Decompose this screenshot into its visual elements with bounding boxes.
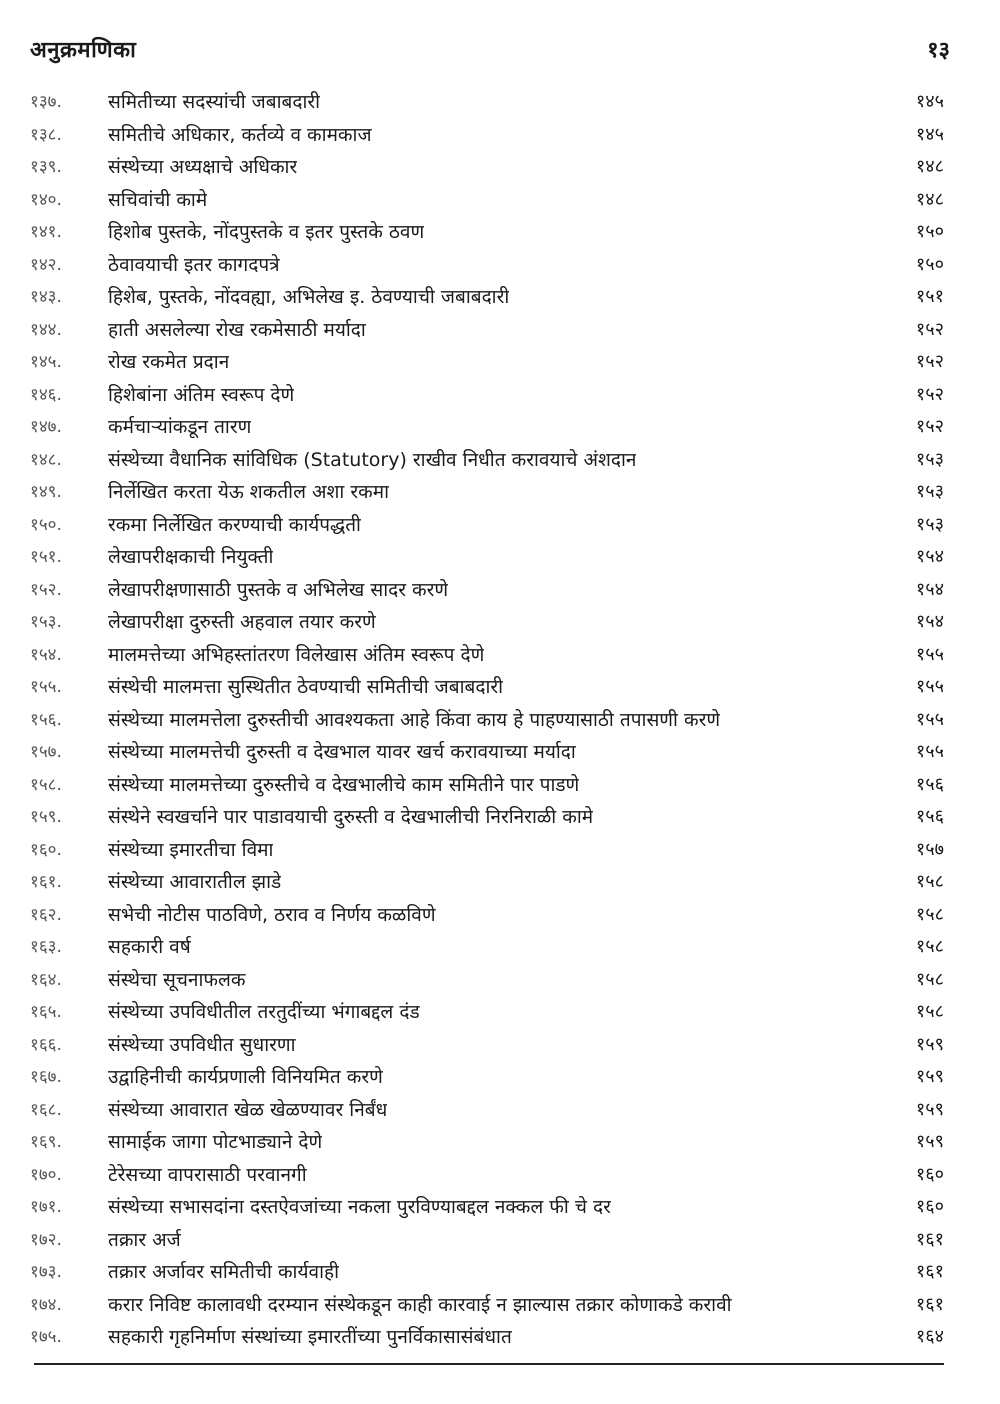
toc-entry-page: १५८ bbox=[915, 871, 944, 892]
toc-entry-page: १५८ bbox=[915, 903, 944, 925]
page-header bbox=[30, 26, 950, 70]
toc-entry-title: समितीच्या सदस्यांची जबाबदारी bbox=[108, 91, 321, 113]
toc-entry-page: १५८ bbox=[915, 936, 944, 957]
toc-entry bbox=[30, 1029, 950, 1062]
toc-entry-number: १६७. bbox=[30, 1067, 62, 1087]
toc-entry bbox=[30, 1289, 950, 1322]
toc-entry bbox=[30, 379, 950, 412]
toc-entry-number: १४९. bbox=[30, 482, 62, 502]
toc-entry-number: १४२. bbox=[30, 254, 62, 275]
toc-entry-title: करार निविष्ट कालावधी दरम्यान संस्थेकडून काही कारवाई न झाल्यास तक्रार कोणाकडे करावी bbox=[108, 1293, 732, 1316]
page-title: अनुक्रमणिका bbox=[30, 38, 137, 63]
toc-entry bbox=[30, 899, 950, 932]
toc-entry-number: १५६. bbox=[30, 709, 62, 730]
toc-entry bbox=[30, 86, 950, 119]
toc-entry-number: १४८. bbox=[30, 449, 62, 470]
toc-entry bbox=[30, 931, 950, 964]
toc-entry-title: सभेची नोटीस पाठविणे, ठराव व निर्णय कळविणे bbox=[108, 903, 436, 926]
toc-entry-page: १४८ bbox=[915, 156, 944, 177]
toc-entry-page: १५२ bbox=[915, 351, 944, 372]
toc-entry-number: १७२. bbox=[30, 1229, 62, 1250]
page-number: १३ bbox=[927, 38, 950, 63]
toc-entry-number: १३७. bbox=[30, 92, 62, 112]
toc-entry-title: संस्थेचा सूचनाफलक bbox=[108, 968, 246, 991]
toc-entry-title: टेरेसच्या वापरासाठी परवानगी bbox=[108, 1163, 307, 1186]
toc-entry-page: १६० bbox=[915, 1196, 944, 1217]
toc-entry-page: १६१ bbox=[915, 1293, 944, 1315]
toc-entry-number: १५३. bbox=[30, 612, 62, 632]
toc-entry-title: ठेवावयाची इतर कागदपत्रे bbox=[108, 253, 280, 276]
toc-entry-title: हाती असलेल्या रोख रकमेसाठी मर्यादा bbox=[108, 318, 366, 341]
toc-entry-page: १५३ bbox=[915, 448, 944, 470]
toc-entry-title: संस्थेच्या आवारात खेळ खेळण्यावर निर्बंध bbox=[108, 1098, 388, 1121]
toc-entry-number: १७३. bbox=[30, 1262, 62, 1282]
toc-entry-number: १५८. bbox=[30, 774, 62, 795]
toc-entry-page: १५५ bbox=[915, 708, 944, 730]
toc-entry-title: संस्थेच्या मालमत्तेच्या दुरुस्तीचे व देखभालीचे काम समितीने पार पाडणे bbox=[108, 773, 580, 796]
toc-entry-number: १७५. bbox=[30, 1327, 62, 1347]
toc-entry bbox=[30, 704, 950, 737]
toc-entry bbox=[30, 444, 950, 477]
toc-entry-page: १५३ bbox=[915, 513, 944, 535]
toc-entry-number: १६४. bbox=[30, 969, 62, 990]
toc-entry-page: १५० bbox=[915, 221, 944, 242]
toc-entry-title: निर्लेखित करता येऊ शकतील अशा रकमा bbox=[108, 481, 390, 503]
toc-entry-number: १५७. bbox=[30, 742, 62, 762]
toc-entry-number: १४३. bbox=[30, 287, 62, 307]
toc-entry-title: तक्रार अर्जावर समितीची कार्यवाही bbox=[108, 1261, 339, 1283]
toc-entry-page: १५२ bbox=[915, 416, 944, 437]
toc-entry-page: १६१ bbox=[915, 1228, 944, 1250]
toc-entry-number: १४५. bbox=[30, 352, 62, 372]
toc-entry-page: १४८ bbox=[915, 188, 944, 210]
toc-entry bbox=[30, 476, 950, 509]
toc-entry bbox=[30, 606, 950, 639]
toc-entry-page: १६१ bbox=[915, 1261, 944, 1282]
toc-entry-page: १५२ bbox=[915, 383, 944, 405]
bottom-divider bbox=[34, 1363, 944, 1365]
toc-entry bbox=[30, 509, 950, 542]
toc-entry-page: १५४ bbox=[915, 578, 944, 600]
toc-entry bbox=[30, 1126, 950, 1159]
toc-entry-title: संस्थेची मालमत्ता सुस्थितीत ठेवण्याची समितीची जबाबदारी bbox=[108, 676, 504, 698]
toc-entry-page: १५८ bbox=[915, 1001, 944, 1022]
toc-entry-page: १६४ bbox=[915, 1326, 944, 1347]
toc-entry-title: हिशोब पुस्तके, नोंदपुस्तके व इतर पुस्तके ठवण bbox=[108, 221, 425, 243]
toc-entry-page: १५५ bbox=[915, 676, 944, 697]
toc-entry bbox=[30, 1224, 950, 1257]
toc-entry-number: १५१. bbox=[30, 547, 62, 567]
toc-entry-number: १६३. bbox=[30, 937, 62, 957]
toc-entry bbox=[30, 801, 950, 834]
toc-entry bbox=[30, 1191, 950, 1224]
toc-entry-title: संस्थेच्या इमारतीचा विमा bbox=[108, 838, 274, 861]
toc-entry-number: १७१. bbox=[30, 1197, 62, 1217]
toc-entry-page: १५९ bbox=[915, 1066, 944, 1087]
toc-entry-title: संस्थेच्या अध्यक्षाचे अधिकार bbox=[108, 156, 298, 178]
toc-entry-page: १६० bbox=[915, 1163, 944, 1185]
toc-entry-title: लेखापरीक्षकाची नियुक्ती bbox=[108, 546, 274, 568]
toc-entry-number: १५२. bbox=[30, 579, 62, 600]
toc-entry-page: १५५ bbox=[915, 741, 944, 762]
toc-entry-title: सहकारी गृहनिर्माण संस्थांच्या इमारतींच्या पुनर्विकासासंबंधात bbox=[108, 1326, 512, 1348]
toc-entry-title: लेखापरीक्षा दुरुस्ती अहवाल तयार करणे bbox=[108, 611, 376, 633]
toc-entry-number: १७४. bbox=[30, 1294, 62, 1315]
toc-entry-page: १५७ bbox=[915, 838, 944, 860]
toc-entry-title: संस्थेच्या आवारातील झाडे bbox=[108, 871, 282, 893]
toc-entry bbox=[30, 411, 950, 444]
toc-entry-title: हिशेब, पुस्तके, नोंदवह्या, अभिलेख इ. ठेवण्याची जबाबदारी bbox=[108, 286, 510, 308]
toc-entry-number: १५४. bbox=[30, 644, 62, 665]
toc-entry-page: १५६ bbox=[915, 773, 944, 795]
toc-entry bbox=[30, 1061, 950, 1094]
toc-entry-title: संस्थेच्या वैधानिक सांविधिक (Statutory) राखीव निधीत करावयाचे अंशदान bbox=[108, 448, 637, 471]
toc-entry-number: १६१. bbox=[30, 872, 62, 892]
toc-entry-title: सहकारी वर्ष bbox=[108, 936, 191, 958]
toc-entry-page: १५९ bbox=[915, 1131, 944, 1152]
toc-entry-title: मालमत्तेच्या अभिहस्तांतरण विलेखास अंतिम स्वरूप देणे bbox=[108, 643, 485, 666]
toc-entry-title: संस्थेच्या उपविधीत सुधारणा bbox=[108, 1033, 296, 1056]
toc-entry bbox=[30, 769, 950, 802]
toc-entry bbox=[30, 119, 950, 152]
toc-entry-page: १५९ bbox=[915, 1098, 944, 1120]
toc-entry bbox=[30, 541, 950, 574]
toc-entry bbox=[30, 184, 950, 217]
toc-entry-title: रकमा निर्लेखित करण्याची कार्यपद्धती bbox=[108, 513, 361, 536]
toc-entry-page: १५१ bbox=[915, 286, 944, 307]
toc-entry-page: १५२ bbox=[915, 318, 944, 340]
toc-entry bbox=[30, 1321, 950, 1354]
toc-entry-title: संस्थेच्या उपविधीतील तरतुदींच्या भंगाबद्दल दंड bbox=[108, 1001, 420, 1023]
toc-entry bbox=[30, 1159, 950, 1192]
toc-entry-title: तक्रार अर्ज bbox=[108, 1228, 181, 1251]
toc-entry bbox=[30, 249, 950, 282]
toc-entry-number: १६२. bbox=[30, 904, 62, 925]
toc-entry bbox=[30, 834, 950, 867]
toc-entry-number: १३८. bbox=[30, 124, 62, 145]
toc-entry-number: १६९. bbox=[30, 1132, 62, 1152]
toc-entry-number: १४१. bbox=[30, 222, 62, 242]
toc-entry-number: १६५. bbox=[30, 1002, 62, 1022]
toc-entry-number: १४४. bbox=[30, 319, 62, 340]
toc-entry-title: कर्मचाऱ्यांकडून तारण bbox=[108, 416, 252, 438]
toc-entry-number: १५५. bbox=[30, 677, 62, 697]
toc-entry-title: संस्थेने स्वखर्चाने पार पाडावयाची दुरुस्ती व देखभालीची निरनिराळी कामे bbox=[108, 806, 594, 828]
toc-entry-number: १४७. bbox=[30, 417, 62, 437]
toc-entry-page: १५४ bbox=[915, 611, 944, 632]
toc-entry-number: १४०. bbox=[30, 189, 62, 210]
toc-entry-page: १५४ bbox=[915, 546, 944, 567]
toc-entry bbox=[30, 346, 950, 379]
toc-entry-title: लेखापरीक्षणासाठी पुस्तके व अभिलेख सादर करणे bbox=[108, 578, 449, 601]
table-of-contents bbox=[30, 86, 950, 1354]
toc-entry-title: संस्थेच्या मालमत्तेची दुरुस्ती व देखभाल यावर खर्च करावयाच्या मर्यादा bbox=[108, 741, 576, 763]
toc-entry-number: १३९. bbox=[30, 157, 62, 177]
toc-entry-title: संस्थेच्या मालमत्तेला दुरुस्तीची आवश्यकता आहे किंवा काय हे पाहण्यासाठी तपासणी करणे bbox=[108, 708, 721, 731]
toc-entry bbox=[30, 574, 950, 607]
toc-entry-number: १६०. bbox=[30, 839, 62, 860]
toc-entry bbox=[30, 1256, 950, 1289]
toc-entry-title: समितीचे अधिकार, कर्तव्ये व कामकाज bbox=[108, 123, 372, 146]
toc-entry-number: १५९. bbox=[30, 807, 62, 827]
toc-entry-title: रोख रकमेत प्रदान bbox=[108, 351, 230, 373]
toc-entry-page: १४५ bbox=[915, 123, 944, 145]
toc-entry-page: १५८ bbox=[915, 968, 944, 990]
toc-entry-page: १५३ bbox=[915, 481, 944, 502]
toc-entry-page: १५६ bbox=[915, 806, 944, 827]
toc-entry bbox=[30, 1094, 950, 1127]
toc-entry-number: १६६. bbox=[30, 1034, 62, 1055]
toc-entry-number: १४६. bbox=[30, 384, 62, 405]
toc-entry-title: हिशेबांना अंतिम स्वरूप देणे bbox=[108, 383, 295, 406]
toc-entry bbox=[30, 281, 950, 314]
toc-entry-title: सचिवांची कामे bbox=[108, 188, 208, 211]
toc-entry bbox=[30, 151, 950, 184]
toc-entry bbox=[30, 736, 950, 769]
toc-entry bbox=[30, 639, 950, 672]
toc-entry bbox=[30, 314, 950, 347]
toc-entry bbox=[30, 866, 950, 899]
toc-entry-number: १५०. bbox=[30, 514, 62, 535]
toc-entry-number: १६८. bbox=[30, 1099, 62, 1120]
toc-entry bbox=[30, 671, 950, 704]
toc-entry bbox=[30, 216, 950, 249]
toc-entry-page: १५५ bbox=[915, 643, 944, 665]
toc-entry-title: उद्वाहिनीची कार्यप्रणाली विनियमित करणे bbox=[108, 1066, 383, 1088]
toc-entry bbox=[30, 996, 950, 1029]
toc-entry-page: १४५ bbox=[915, 91, 944, 112]
toc-entry bbox=[30, 964, 950, 997]
toc-entry-page: १५० bbox=[915, 253, 944, 275]
toc-entry-page: १५९ bbox=[915, 1033, 944, 1055]
toc-entry-title: सामाईक जागा पोटभाड्याने देणे bbox=[108, 1131, 323, 1153]
toc-entry-title: संस्थेच्या सभासदांना दस्तऐवजांच्या नकला पुरविण्याबद्दल नक्कल फी चे दर bbox=[108, 1196, 611, 1218]
toc-entry-number: १७०. bbox=[30, 1164, 62, 1185]
